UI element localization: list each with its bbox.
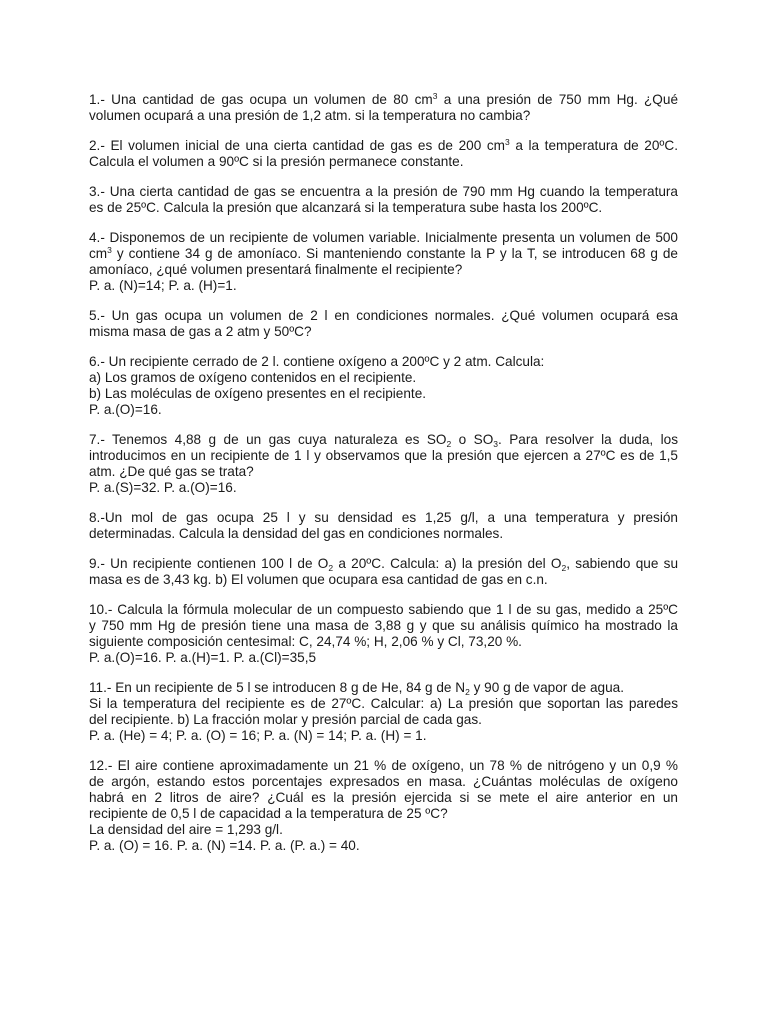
problem-6 (89, 354, 678, 418)
line-text: a la temperatura de 20ºC. (509, 138, 678, 153)
line-text: masa es de 3,43 kg. b) El volumen que ocupara esa cantidad de gas en c.n. (89, 572, 548, 587)
problem-line (89, 230, 678, 246)
line-text: y 750 mm Hg de presión tiene una masa de 3,88 g y que su análisis químico ha mostrado la (89, 618, 678, 633)
problem-line (89, 572, 678, 588)
problem-line (89, 758, 678, 774)
problem-line (89, 246, 678, 262)
line-text: 12.- El aire contiene aproximadamente un 21 % de oxígeno, un 78 % de nitrógeno y un 0,9 % (89, 758, 678, 773)
problem-line (89, 728, 678, 744)
problem-line (89, 510, 678, 526)
problem-5 (89, 308, 678, 340)
line-text: P. a. (O) = 16. P. a. (N) =14. P. a. (P. a.) = 40. (89, 838, 360, 853)
problem-line (89, 774, 678, 790)
problem-line (89, 838, 678, 854)
problem-line (89, 602, 678, 618)
line-text: volumen ocupará a una presión de 1,2 atm. si la temperatura no cambia? (89, 108, 531, 123)
line-text: a 20ºC. Calcula: a) la presión del O (333, 556, 562, 571)
line-text: misma masa de gas a 2 atm y 50ºC? (89, 324, 312, 339)
line-text: 4.- Disponemos de un recipiente de volumen variable. Inicialmente presenta un volumen de 500 (89, 230, 678, 245)
problem-3 (89, 184, 678, 216)
line-text: P. a.(O)=16. P. a.(H)=1. P. a.(Cl)=35,5 (89, 650, 317, 665)
problem-line (89, 822, 678, 838)
line-text: siguiente composición centesimal: C, 24,74 %; H, 2,06 % y Cl, 73,20 %. (89, 634, 522, 649)
line-text: a una presión de 750 mm Hg. ¿Qué (437, 92, 678, 107)
line-text: habrá en 2 litros de aire? ¿Cuál es la presión ejercida si se mete el aire anterior en un (89, 790, 678, 805)
line-text: o SO (451, 432, 494, 447)
superscript-text: 3 (504, 137, 510, 147)
problem-4 (89, 230, 678, 294)
subscript-text: 2 (446, 439, 452, 449)
line-text: 1.- Una cantidad de gas ocupa un volumen de 80 cm (89, 92, 433, 107)
superscript-text: 3 (107, 245, 112, 255)
line-text: , sabiendo que su (566, 556, 679, 571)
problem-line (89, 154, 678, 170)
problem-10 (89, 602, 678, 666)
problem-line (89, 696, 678, 712)
line-text: 8.-Un mol de gas ocupa 25 l y su densidad es 1,25 g/l, a una temperatura y presión (89, 510, 678, 525)
line-text: b) Las moléculas de oxígeno presentes en el recipiente. (89, 386, 427, 401)
problem-7 (89, 432, 678, 496)
problem-line (89, 138, 678, 154)
problem-line (89, 448, 678, 464)
line-text: Calcula el volumen a 90ºC si la presión permanece constante. (89, 154, 464, 169)
line-text: es de 25ºC. Calcula la presión que alcanzará si la temperatura sube hasta los 200ºC. (89, 200, 603, 215)
line-text: cm (89, 246, 108, 261)
line-text: a) Los gramos de oxígeno contenidos en el recipiente. (89, 370, 417, 385)
line-text: P. a. (He) = 4; P. a. (O) = 16; P. a. (N) = 14; P. a. (H) = 1. (89, 728, 427, 743)
problem-9 (89, 556, 678, 588)
line-text: La densidad del aire = 1,293 g/l. (89, 822, 283, 837)
problem-line (89, 278, 678, 294)
problem-12 (89, 758, 678, 854)
problem-11 (89, 680, 678, 744)
line-text: de argón, estando estos porcentajes expresados en masa. ¿Cuántas moléculas de oxígeno (89, 774, 678, 789)
problem-line (89, 790, 678, 806)
line-text: 6.- Un recipiente cerrado de 2 l. contiene oxígeno a 200ºC y 2 atm. Calcula: (89, 354, 545, 369)
problem-line (89, 386, 678, 402)
line-text: P. a.(S)=32. P. a.(O)=16. (89, 480, 237, 495)
problem-line (89, 806, 678, 822)
line-text: P. a.(O)=16. (89, 402, 162, 417)
line-text: 3.- Una cierta cantidad de gas se encuentra a la presión de 790 mm Hg cuando la temperatura (89, 184, 678, 199)
line-text: amoníaco, ¿qué volumen presentará finalmente el recipiente? (89, 262, 463, 277)
line-text: 2.- El volumen inicial de una cierta cantidad de gas es de 200 cm (89, 138, 505, 153)
problem-list (89, 92, 678, 868)
line-text: 5.- Un gas ocupa un volumen de 2 l en condiciones normales. ¿Qué volumen ocupará esa (89, 308, 678, 323)
problem-line (89, 618, 678, 634)
line-text: atm. ¿De qué gas se trata? (89, 464, 254, 479)
superscript-text: 3 (432, 91, 438, 101)
problem-line (89, 262, 678, 278)
problem-line (89, 650, 678, 666)
line-text: P. a. (N)=14; P. a. (H)=1. (89, 278, 237, 293)
subscript-text: 2 (561, 563, 567, 573)
line-text: . Para resolver la duda, los (498, 432, 678, 447)
problem-line (89, 432, 678, 448)
problem-line (89, 108, 678, 124)
line-text: y contiene 34 g de amoníaco. Si manteniendo constante la P y la T, se introducen 68 g de (111, 246, 678, 261)
problem-line (89, 402, 678, 418)
problem-line (89, 92, 678, 108)
line-text: 10.- Calcula la fórmula molecular de un compuesto sabiendo que 1 l de su gas, medido a 25ºC (89, 602, 678, 617)
line-text: del recipiente. b) La fracción molar y presión parcial de cada gas. (89, 712, 482, 727)
line-text: 9.- Un recipiente contienen 100 l de O (89, 556, 329, 571)
problem-line (89, 324, 678, 340)
problem-line (89, 712, 678, 728)
problem-1 (89, 92, 678, 124)
problem-line (89, 480, 678, 496)
line-text: Si la temperatura del recipiente es de 27ºC. Calcular: a) La presión que soportan las paredes (89, 696, 678, 711)
line-text: determinadas. Calcula la densidad del gas en condiciones normales. (89, 526, 504, 541)
line-text: recipiente de 0,5 l de capacidad a la temperatura de 25 ºC? (89, 806, 448, 821)
subscript-text: 3 (493, 439, 499, 449)
subscript-text: 2 (465, 687, 470, 697)
problem-line (89, 354, 678, 370)
problem-8 (89, 510, 678, 542)
line-text: y 90 g de vapor de agua. (469, 680, 625, 695)
problem-line (89, 200, 678, 216)
problem-line (89, 634, 678, 650)
line-text: 7.- Tenemos 4,88 g de un gas cuya naturaleza es SO (89, 432, 447, 447)
problem-line (89, 556, 678, 572)
problem-line (89, 464, 678, 480)
problem-2 (89, 138, 678, 170)
problem-line (89, 370, 678, 386)
problem-line (89, 308, 678, 324)
subscript-text: 2 (328, 563, 334, 573)
line-text: introducimos en un recipiente de 1 l y observamos que la presión que ejercen a 27ºC es de 1,5 (89, 448, 678, 463)
problem-line (89, 526, 678, 542)
problem-line (89, 184, 678, 200)
line-text: 11.- En un recipiente de 5 l se introducen 8 g de He, 84 g de N (89, 680, 466, 695)
problem-line (89, 680, 678, 696)
